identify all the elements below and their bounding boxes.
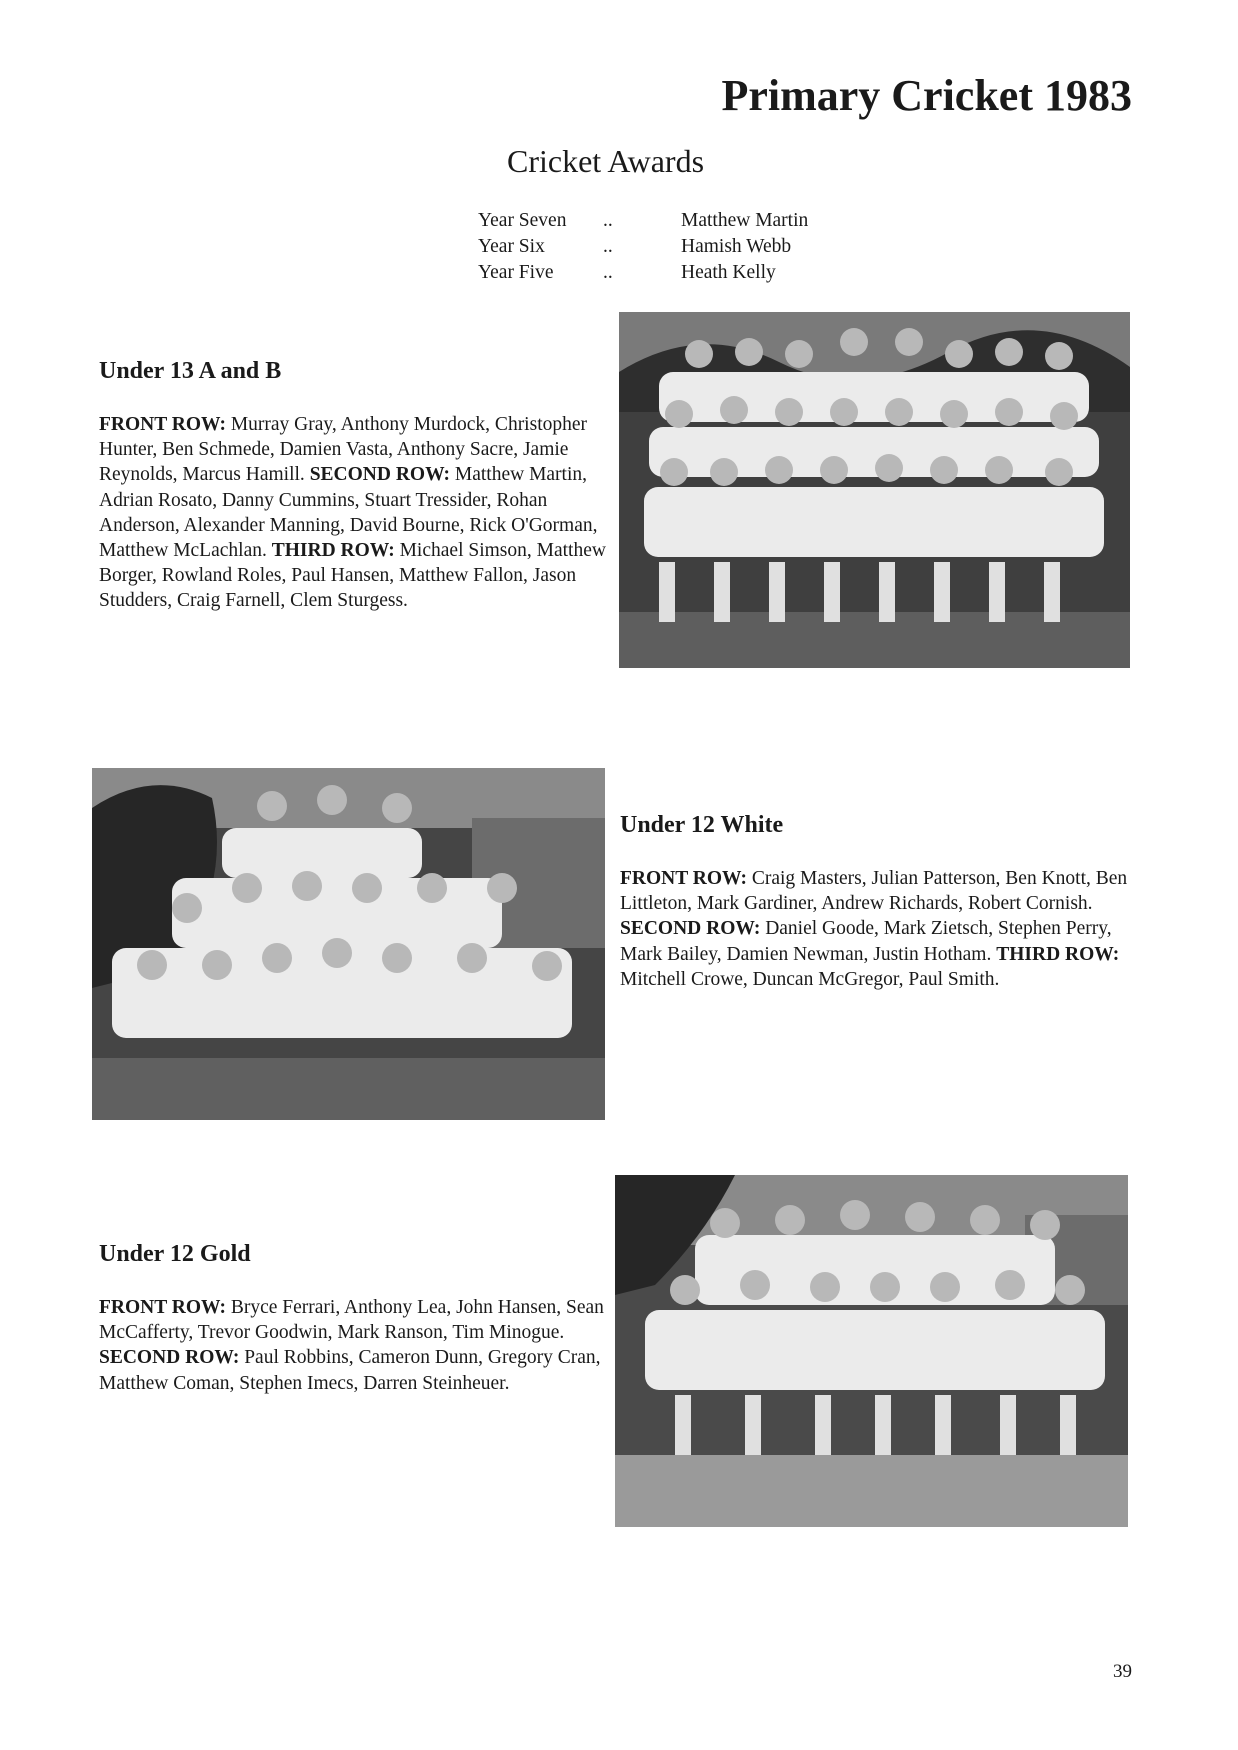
awards-row [478,234,881,260]
front-row-names: Craig Masters, Julian Patterson, Ben Knott, Ben Littleton, Mark Gardiner, Andrew Richards, Robert Cornish. [620,868,1128,915]
u12-gold-roster [99,1295,609,1396]
page-title: Primary Cricket 1983 [721,71,1132,120]
second-row-label: SECOND ROW: [620,918,761,940]
award-winner: Heath Kelly [681,262,776,283]
third-row-names: Michael Simson, Matthew Borger, Rowland Roles, Paul Hansen, Matthew Fallon, Jason Studders, Craig Farnell, Clem Sturgess. [99,540,606,612]
u13-roster [99,412,609,614]
award-year: Year Seven [478,210,567,231]
front-row-names: Murray Gray, Anthony Murdock, Christopher Hunter, Ben Schmede, Damien Vasta, Anthony Sacre, Jamie Reynolds, Marcus Hamill. [99,414,588,486]
u12-gold-heading: Under 12 Gold [99,1241,251,1267]
front-row-label: FRONT ROW: [99,414,226,435]
awards-title: Cricket Awards [507,143,705,179]
u12-white-heading: Under 12 White [620,812,784,838]
second-row-names: Matthew Martin, Adrian Rosato, Danny Cummins, Stuart Tressider, Rohan Anderson, Alexander Manning, David Bourne, Rick O'Gorman, Matthew McLachlan. [99,464,598,562]
awards-row [478,208,881,234]
front-row-label: FRONT ROW: [620,868,747,889]
second-row-names: Daniel Goode, Mark Zietsch, Stephen Perry, Mark Bailey, Damien Newman, Justin Hotham. [620,918,1112,965]
front-row-label: FRONT ROW: [99,1297,226,1318]
award-year: Year Six [478,236,545,257]
u12-white-team-photo [92,768,605,1120]
third-row-names: Mitchell Crowe, Duncan McGregor, Paul Smith. [620,968,1000,990]
award-year: Year Five [478,262,554,283]
award-separator: .. [603,262,613,283]
second-row-names: Paul Robbins, Cameron Dunn, Gregory Cran, Matthew Coman, Stephen Imecs, Darren Steinheuer. [99,1347,601,1394]
award-winner: Matthew Martin [681,210,809,231]
award-separator: .. [603,236,613,257]
third-row-label: THIRD ROW: [271,540,395,562]
u12-gold-team-photo [615,1175,1128,1527]
second-row-label: SECOND ROW: [99,1347,240,1369]
award-winner: Hamish Webb [681,236,792,257]
u13-team-photo [619,312,1130,668]
front-row-names: Bryce Ferrari, Anthony Lea, John Hansen, Sean McCafferty, Trevor Goodwin, Mark Ranson, Tim Minogue. [99,1297,604,1344]
u13-heading: Under 13 A and B [99,358,282,384]
u12-white-roster [620,866,1130,992]
awards-row [478,260,881,286]
awards-table [478,208,881,286]
second-row-label: SECOND ROW: [309,464,450,486]
third-row-label: THIRD ROW: [996,943,1120,965]
page-number: 39 [1113,1661,1132,1682]
award-separator: .. [603,210,613,231]
